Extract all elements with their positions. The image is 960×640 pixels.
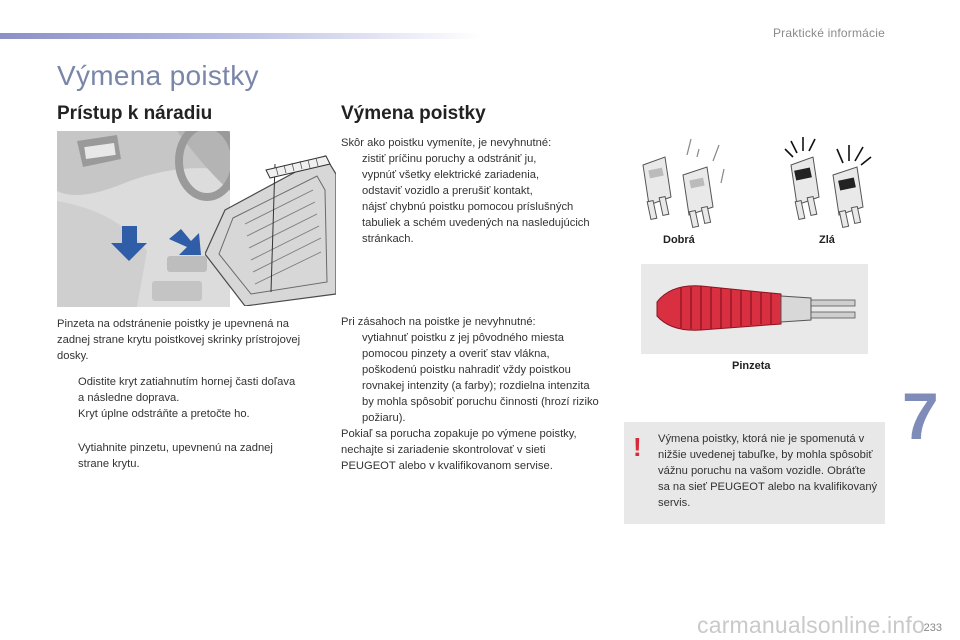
good-fuse-illustration bbox=[635, 135, 725, 230]
middle-intro: Skôr ako poistku vymeníte, je nevyhnutné: bbox=[341, 137, 552, 149]
warning-text: Výmena poistky, ktorá nie je spomenutá v nižšie uvedenej tabuľke, by mohla spôsobiť vážnu poruchu na vašom vozidle. Obráťte sa na sieť PEUGEOT alebo na kvalifikovaný servis. bbox=[658, 433, 878, 509]
list-item: zistiť príčinu poruchy a odstrániť ju, bbox=[362, 153, 537, 165]
tweezers-small-illustration bbox=[264, 152, 332, 180]
list-item: Vytiahnite pinzetu, upevnenú na zadnej strane krytu. bbox=[78, 442, 273, 470]
warning-box bbox=[624, 422, 885, 524]
tweezers-label: Pinzeta bbox=[732, 360, 771, 372]
list-item: odstaviť vozidlo a prerušiť kontakt, bbox=[362, 185, 533, 197]
warning-icon: ! bbox=[633, 432, 642, 462]
list-item: Kryt úplne odstráňte a pretočte ho. bbox=[78, 408, 250, 420]
middle-closing: Pokiaľ sa porucha zopakuje po výmene poistky, nechajte si zariadenie skontrolovať v sieti PEUGEOT alebo v kvalifikovanom servise. bbox=[341, 428, 577, 472]
left-paragraph bbox=[57, 316, 302, 364]
left-heading: Prístup k náradiu bbox=[57, 103, 213, 124]
left-intro-text: Pinzeta na odstránenie poistky je upevnená na zadnej strane krytu poistkovej skrinky prístrojovej dosky. bbox=[57, 318, 301, 362]
chapter-number: 7 bbox=[902, 379, 939, 453]
tweezers-illustration bbox=[641, 264, 868, 354]
middle-block-1 bbox=[341, 135, 603, 247]
header-accent-bar bbox=[0, 33, 480, 39]
page-number: 233 bbox=[923, 622, 942, 634]
good-fuse-label: Dobrá bbox=[663, 234, 695, 246]
middle-block-2 bbox=[341, 314, 603, 474]
left-bullets-2 bbox=[57, 440, 302, 472]
blown-fuse-label: Zlá bbox=[819, 234, 835, 246]
list-item: Odistite kryt zatiahnutím hornej časti doľava a následne doprava. bbox=[78, 376, 296, 404]
list-item: nájsť chybnú poistku pomocou príslušných tabuliek a schém uvedených na nasledujúcich stránkach. bbox=[362, 201, 590, 245]
page-title: Výmena poistky bbox=[57, 60, 259, 91]
section-header: Praktické informácie bbox=[772, 26, 885, 40]
watermark: carmanualsonline.info bbox=[697, 612, 925, 638]
middle-intro-2: Pri zásahoch na poistke je nevyhnutné: bbox=[341, 316, 536, 328]
middle-heading: Výmena poistky bbox=[341, 103, 486, 124]
list-item: vypnúť všetky elektrické zariadenia, bbox=[362, 169, 540, 181]
list-item: poškodenú poistku nahradiť vždy poistkou rovnakej intenzity (a farby); rozdielna intenzita by mohla spôsobiť poruchu činnosti (hrozí riziko požiaru). bbox=[362, 364, 599, 424]
blown-fuse-illustration bbox=[783, 135, 878, 230]
list-item: vytiahnuť poistku z jej pôvodného miesta pomocou pinzety a overiť stav vlákna, bbox=[362, 332, 564, 360]
left-bullets-1 bbox=[57, 374, 302, 422]
